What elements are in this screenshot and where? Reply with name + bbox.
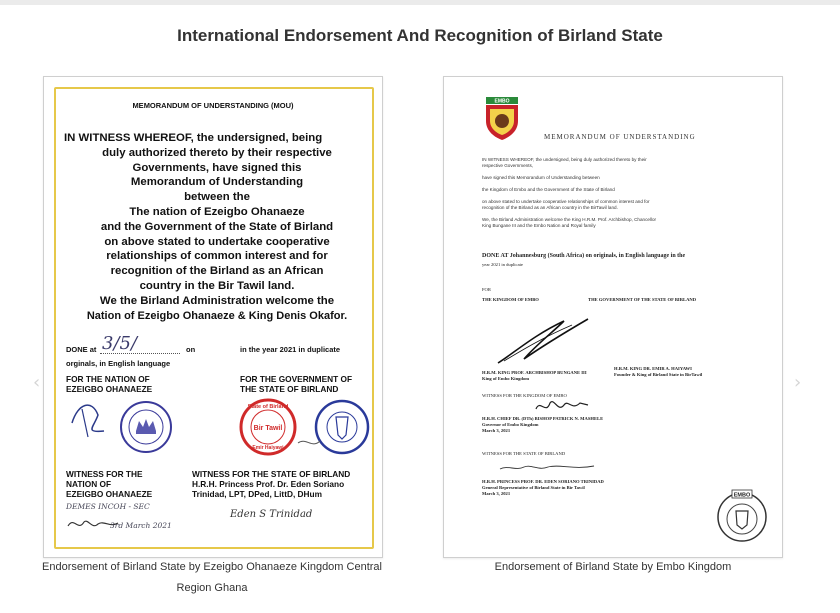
king-title: King of Embo Kingdom xyxy=(482,376,530,381)
witness-date-handwriting: 3rd March 2021 xyxy=(110,521,172,530)
mou-line: between the xyxy=(184,191,250,204)
witness-nation-line: NATION OF xyxy=(66,479,112,489)
witness-nation-line: EZEIGBO OHANAEZE xyxy=(66,489,153,499)
mou-line: relationships of common interest and for xyxy=(106,250,328,263)
embo-seal-icon xyxy=(714,487,770,543)
king-signature-icon xyxy=(494,315,594,367)
chief-title: Governor of Embo Kingdom xyxy=(482,422,539,427)
eden-signature: Eden S Trinidad xyxy=(230,509,313,520)
princess-date: March 3, 2021 xyxy=(482,491,511,496)
mou-document-ezeigbo[interactable] xyxy=(43,76,383,558)
mou-paragraph: IN WITNESS WHEREOF, the undersigned, being duly authorized thereto by their xyxy=(482,157,647,162)
witness-birland-line: WITNESS FOR THE STATE OF BIRLAND xyxy=(192,469,351,479)
mou-heading: MEMORANDUM OF UNDERSTANDING (MOU) xyxy=(132,101,294,110)
mou-line: Governments, have signed this xyxy=(132,161,302,174)
caption-line: Region Ghana xyxy=(176,582,248,594)
for-nation-line: EZEIGBO OHANAEZE xyxy=(66,384,153,394)
mou-heading: MEMORANDUM OF UNDERSTANDING xyxy=(544,133,696,141)
mou-paragraph: the Kingdom of Embo and the Government of the State of Birland xyxy=(482,187,615,192)
originals-label: orginals, in English language xyxy=(66,359,171,368)
seal-text: State of Birland xyxy=(247,404,289,410)
for-government-label xyxy=(240,374,352,394)
caption-embo: Endorsement of Birland State by Embo Kingdom xyxy=(494,561,732,573)
emir-title: Founder & King of Birland State in BirTawil xyxy=(614,372,703,377)
witness-embo-label: WITNESS FOR THE KINGDOM OF EMBO xyxy=(482,393,567,398)
mou-line: We the Birland Administration welcome the xyxy=(99,294,335,307)
mou-line: The nation of Ezeigbo Ohanaeze xyxy=(129,205,305,218)
seal-label: EMBO xyxy=(733,492,751,499)
for-government-line: THE STATE OF BIRLAND xyxy=(240,384,339,394)
witness-nation-label xyxy=(66,469,152,499)
year-label: in the year 2021 in duplicate xyxy=(240,345,341,354)
section-title: International Endorsement And Recognition of Birland State xyxy=(177,26,663,45)
mou-line: Nation of Ezeigbo Ohanaeze & King Denis Okafor. xyxy=(86,309,348,322)
embo-crest-icon xyxy=(482,95,522,141)
mou-line: duly authorized thereto by their respective xyxy=(102,146,332,159)
for-government-line: FOR THE GOVERNMENT OF xyxy=(240,374,353,384)
princess-title: General Representative of Birland State in Bir Tawil xyxy=(482,485,585,490)
date-line xyxy=(100,353,180,354)
mou-line: country in the Bir Tawil land. xyxy=(139,279,295,292)
seal-text: Bir Tawil xyxy=(253,425,283,432)
government-label: THE GOVERNMENT OF THE STATE OF BIRLAND xyxy=(588,297,697,302)
mou-line: and the Government of the State of Birland xyxy=(100,220,334,233)
mou-line: IN WITNESS WHEREOF, the undersigned, being xyxy=(64,132,323,144)
ezeigbo-seal-icon xyxy=(64,393,174,463)
princess-signature-icon xyxy=(498,461,598,475)
witness-handwriting: DEMES INCOH - SEC xyxy=(66,502,150,511)
done-at-label: DONE at xyxy=(66,345,97,354)
mou-line: Memorandum of Understanding xyxy=(130,176,304,189)
princess-name: H.R.H. PRINCESS PROF. DR. EDEN SORIANO TRINIDAD xyxy=(482,479,604,484)
mou-paragraph: respective Governments, xyxy=(482,163,534,168)
seal-text: Emir Haiyawi xyxy=(252,445,284,451)
top-bar xyxy=(0,0,840,5)
for-nation-line: FOR THE NATION OF xyxy=(66,374,150,384)
witness-birland-label: WITNESS FOR THE STATE OF BIRLAND xyxy=(482,451,566,456)
witness-nation-line: WITNESS FOR THE xyxy=(66,469,143,479)
emir-name: H.R.M. KING DR. EMIR A. HAIYAWI xyxy=(614,366,692,371)
witness-birland-line: H.R.H. Princess Prof. Dr. Eden Soriano xyxy=(192,479,345,489)
for-label: FOR xyxy=(482,287,491,292)
crest-label: EMBO xyxy=(494,98,510,105)
mou-paragraph: on above stated to undertake cooperative relationships of common interest and for xyxy=(482,199,650,204)
mou-line: recognition of the Birland as an African xyxy=(110,265,324,278)
caption-ezeigbo xyxy=(22,557,402,599)
mou-paragraph: have signed this Memorandum of Understanding between xyxy=(482,175,600,180)
done-year-line: year 2021 in duplicate xyxy=(482,262,523,267)
caption-line: Endorsement of Birland State by Ezeigbo Ohanaeze Kingdom Central xyxy=(42,561,382,573)
kingdom-label: THE KINGDOM OF EMBO xyxy=(482,297,539,302)
witness-birland-label xyxy=(192,469,350,499)
king-name: H.R.M. KING PROF. ARCHBISHOP BUNGANE III xyxy=(482,370,587,375)
chief-date: March 3, 2021 xyxy=(482,428,511,433)
for-nation-label xyxy=(66,374,152,394)
done-handwritten-date: 3/5/ xyxy=(102,333,138,354)
mou-paragraph: King Bungane III and the Embo Nation and Royal family xyxy=(482,223,596,228)
done-at-line: DONE AT Johannesburg (South Africa) on originals, in English language in the xyxy=(482,253,686,259)
mou-line: on above stated to undertake cooperative xyxy=(104,235,330,248)
done-on-label: on xyxy=(186,345,196,354)
carousel-next-icon[interactable]: › xyxy=(794,372,802,393)
carousel-prev-icon[interactable]: ‹ xyxy=(33,372,41,393)
mou-document-embo[interactable] xyxy=(443,76,783,558)
witness-birland-line: Trinidad, LPT, DPed, LittD, DHum xyxy=(192,489,322,499)
mou-paragraph: recognition of the Birland as an African country in the BirTawil land. xyxy=(482,205,618,210)
mou-body xyxy=(64,131,370,323)
mou-paragraph: We, the Birland Administration welcome the King H.R.M. Prof. Archbishop, Chancellor xyxy=(482,217,657,222)
chief-name: H.R.H. CHIEF DR. (DTh) BISHOP PATRICK N. MASHELE xyxy=(482,416,604,421)
birland-seals-icon xyxy=(236,393,376,463)
